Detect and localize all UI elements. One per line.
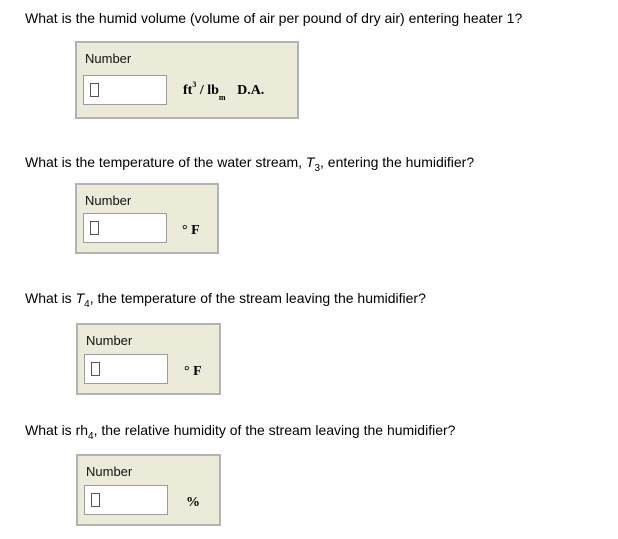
unit-label-4: %: [186, 495, 200, 510]
unit-label-3: ° F: [184, 364, 202, 379]
question-1-text: What is the humid volume (volume of air per pound of dry air) entering heater 1?: [25, 10, 523, 26]
answer-input-1[interactable]: [83, 75, 167, 105]
unit-label-2: ° F: [182, 223, 200, 238]
question-3-text: What is $T_4$, the temperature of the stream leaving the humidifier?: [25, 290, 426, 310]
input-cursor-icon: [90, 221, 99, 235]
input-cursor-icon: [90, 83, 99, 97]
answer-input-2[interactable]: [83, 213, 167, 243]
number-label: Number: [86, 333, 133, 348]
input-cursor-icon: [91, 493, 100, 507]
question-4-text: What is $rh_4$, the relative humidity of the stream leaving the humidifier?: [25, 422, 456, 442]
input-cursor-icon: [91, 362, 100, 376]
number-label: Number: [86, 464, 133, 479]
answer-panel-2: [75, 183, 219, 254]
unit-label-1: $ft^3 / lb_m$ D.A.: [183, 80, 265, 102]
answer-panel-1: [75, 41, 299, 119]
question-2-text: What is the temperature of the water stream, $T_3$, entering the humidifier?: [25, 154, 475, 174]
answer-panel-4: [76, 454, 221, 526]
number-label: Number: [85, 193, 132, 208]
answer-input-3[interactable]: [84, 354, 168, 384]
answer-panel-3: [76, 323, 221, 395]
answer-input-4[interactable]: [84, 485, 168, 515]
number-label: Number: [85, 51, 132, 66]
